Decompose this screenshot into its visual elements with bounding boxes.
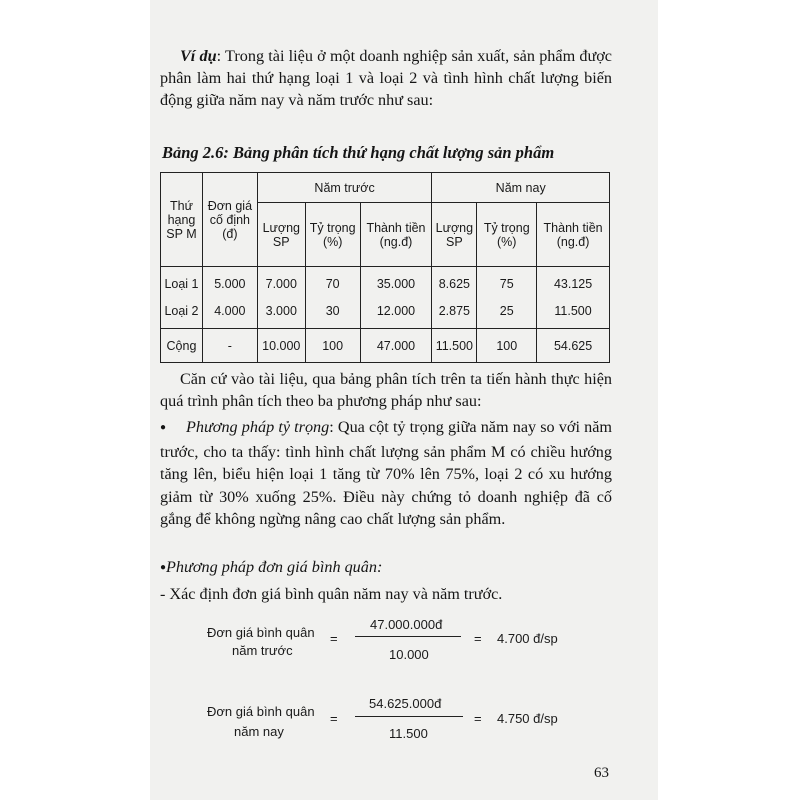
formula2-equals: = xyxy=(330,711,338,726)
cell-share-curr: 75 xyxy=(477,267,537,301)
formula2-equals-2: = xyxy=(474,711,482,726)
formula2-label-1: Đơn giá bình quân xyxy=(207,704,315,719)
cell-rank: Loại 1 xyxy=(161,267,203,301)
method-share-label: Phương pháp tỷ trọng xyxy=(186,418,330,436)
page-number: 63 xyxy=(594,765,609,781)
analysis-intro-paragraph xyxy=(160,368,612,412)
header-amount-curr: Thành tiền (ng.đ) xyxy=(537,203,610,267)
cell-price: - xyxy=(202,329,257,363)
cell-amount-curr: 43.125 xyxy=(537,267,610,301)
formula1-fraction-bar xyxy=(355,636,461,637)
formula1-label-1: Đơn giá bình quân xyxy=(207,625,315,640)
intro-paragraph xyxy=(160,45,612,112)
header-share-curr: Tỷ trọng (%) xyxy=(477,203,537,267)
table-caption: Bảng 2.6: Bảng phân tích thứ hạng chất lượng sản phẩm xyxy=(162,143,555,162)
formula2-numerator: 54.625.000đ xyxy=(369,696,442,711)
cell-qty-curr: 8.625 xyxy=(432,267,477,301)
method-avg-price-label: Phương pháp đơn giá bình quân: xyxy=(166,558,383,576)
cell-qty-prev: 7.000 xyxy=(257,267,305,301)
formula2-result: 4.750 đ/sp xyxy=(497,711,558,726)
cell-amount-prev: 35.000 xyxy=(360,267,432,301)
cell-share-prev: 100 xyxy=(305,329,360,363)
bullet-icon: ● xyxy=(160,562,167,573)
formula1-denominator: 10.000 xyxy=(389,647,429,662)
cell-share-curr: 100 xyxy=(477,329,537,363)
cell-qty-prev: 3.000 xyxy=(257,301,305,329)
method-share-text: : Qua cột tỷ trọng giữa năm nay so với năm trước, cho ta thấy: tình hình chất lượng sản phẩm M có chiều hướng tăng lên, biểu hiện loại 1 tăng từ 70% lên 75%, loại 2 có xu hướng giảm từ 30% xuống 25%. Điều này chứng tỏ doanh nghiệp đã cố gắng để không ngừng nâng cao chất lượng sản phẩm. xyxy=(160,418,612,528)
cell-qty-curr: 11.500 xyxy=(432,329,477,363)
cell-amount-prev: 47.000 xyxy=(360,329,432,363)
header-amount-prev: Thành tiền (ng.đ) xyxy=(360,203,432,267)
cell-price: 4.000 xyxy=(202,301,257,329)
formula1-label-2: năm trước xyxy=(232,643,293,658)
formula1-result: 4.700 đ/sp xyxy=(497,631,558,646)
formula1-equals: = xyxy=(330,631,338,646)
formula2-label-2: năm nay xyxy=(234,724,284,739)
formula1-equals-2: = xyxy=(474,631,482,646)
bullet-share-method xyxy=(160,416,612,530)
formula1-numerator: 47.000.000đ xyxy=(370,617,443,632)
bullet-avg-price-method xyxy=(160,556,612,581)
header-curr-year: Năm nay xyxy=(432,173,610,203)
header-qty-prev: Lượng SP xyxy=(257,203,305,267)
cell-share-curr: 25 xyxy=(477,301,537,329)
table-row-total xyxy=(161,329,610,363)
cell-share-prev: 30 xyxy=(305,301,360,329)
formula2-fraction-bar xyxy=(355,716,463,717)
example-label: Ví dụ xyxy=(180,47,217,65)
header-rank: Thứ hạng SP M xyxy=(161,173,203,267)
header-price: Đơn giá cố định (đ) xyxy=(202,173,257,267)
formula2-denominator: 11.500 xyxy=(389,726,428,741)
cell-rank: Loại 2 xyxy=(161,301,203,329)
table-row xyxy=(161,267,610,301)
header-share-prev: Tỷ trọng (%) xyxy=(305,203,360,267)
cell-amount-curr: 11.500 xyxy=(537,301,610,329)
cell-rank: Cộng xyxy=(161,329,203,363)
quality-table xyxy=(160,172,610,363)
cell-amount-prev: 12.000 xyxy=(360,301,432,329)
step-line: - Xác định đơn giá bình quân năm nay và năm trước. xyxy=(160,585,503,603)
cell-amount-curr: 54.625 xyxy=(537,329,610,363)
cell-qty-curr: 2.875 xyxy=(432,301,477,329)
analysis-intro-text: Căn cứ vào tài liệu, qua bảng phân tích trên ta tiến hành thực hiện quá trình phân tích theo ba phương pháp như sau: xyxy=(160,370,612,411)
intro-text: : Trong tài liệu ở một doanh nghiệp sản xuất, sản phẩm được phân làm hai thứ hạng loại 1 và loại 2 và tình hình chất lượng biến động giữa năm nay và năm trước như sau: xyxy=(160,47,612,110)
cell-qty-prev: 10.000 xyxy=(257,329,305,363)
header-qty-curr: Lượng SP xyxy=(432,203,477,267)
bullet-icon: ● xyxy=(160,422,167,433)
header-prev-year: Năm trước xyxy=(257,173,432,203)
cell-share-prev: 70 xyxy=(305,267,360,301)
cell-price: 5.000 xyxy=(202,267,257,301)
table-row xyxy=(161,301,610,329)
